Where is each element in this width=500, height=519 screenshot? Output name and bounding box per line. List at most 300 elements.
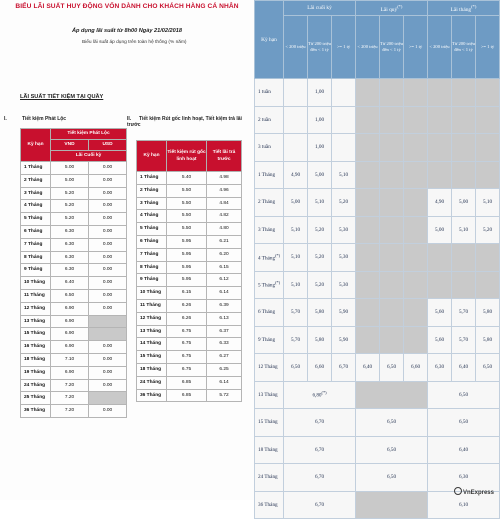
rate-cell: 6,40 (356, 354, 380, 382)
prepay-rate-cell: 6.39 (207, 299, 242, 312)
term-cell: 11 Tháng (137, 299, 167, 312)
rate-cell (356, 244, 380, 272)
table-row (21, 353, 127, 366)
usd-rate-cell: 0.00 (89, 353, 127, 366)
rate-cell: 5,00 (308, 161, 332, 189)
rate-cell (332, 106, 356, 134)
phat-loc-table (20, 128, 127, 418)
usd-rate-cell: 0.00 (89, 251, 127, 264)
rate-cell: 5,10 (332, 161, 356, 189)
rate-cell (380, 134, 404, 162)
rate-cell (380, 216, 404, 244)
table-row (21, 162, 127, 175)
t1-header-term: Kỳ hạn (21, 129, 51, 162)
table-row (21, 315, 127, 328)
rt-sub-lt200: < 200 triệu (284, 16, 308, 79)
rate-cell: 5,60 (428, 326, 452, 354)
document-note: Biểu lãi suất áp dụng trên toàn hệ thống (% năm) (82, 40, 187, 45)
end-rate-cell (284, 436, 356, 464)
term-cell (255, 244, 284, 272)
section-i-text: Tiết kiệm Phát Lộc (22, 116, 67, 122)
table-row (137, 261, 242, 274)
term-cell: 18 Tháng (21, 353, 51, 366)
table-row (137, 389, 242, 402)
rate-cell: 4,90 (284, 161, 308, 189)
rate-cell (428, 244, 452, 272)
term-cell: 6 Tháng (137, 235, 167, 248)
term-cell: 5 Tháng (137, 223, 167, 236)
table-row (137, 274, 242, 287)
rate-cell (428, 271, 452, 299)
table-row (21, 405, 127, 418)
term-label: 3 Tháng (258, 226, 276, 233)
flex-rate-cell: 6.26 (167, 299, 207, 312)
rate-cell (452, 134, 476, 162)
rate-cell: 6,40 (452, 354, 476, 382)
quarter-rate-cell (356, 491, 428, 519)
end-rate-value: 6,80 (312, 393, 322, 400)
rate-cell (404, 189, 428, 217)
usd-rate-cell: 0.00 (89, 264, 127, 277)
vnd-rate-cell: 6.90 (51, 302, 89, 315)
table-row (21, 187, 127, 200)
table-row (137, 325, 242, 338)
rate-cell: 5,10 (476, 189, 500, 217)
section-ii-label (127, 116, 254, 128)
table-row (21, 392, 127, 405)
rate-cell: 6,50 (380, 354, 404, 382)
flex-rate-cell: 6.85 (167, 389, 207, 402)
rate-cell (380, 106, 404, 134)
rate-cell: 5,00 (452, 189, 476, 217)
term-cell: 36 Tháng (137, 389, 167, 402)
prepay-rate-cell: 6.13 (207, 312, 242, 325)
rate-cell (404, 271, 428, 299)
footnote-mark: (*) (275, 280, 281, 286)
month-rate-cell: 6,10 (428, 491, 500, 519)
quarter-rate-cell: 6,50 (356, 436, 428, 464)
table-row (255, 326, 500, 354)
vnd-rate-cell: 5.20 (51, 200, 89, 213)
vnd-rate-cell: 7.20 (51, 379, 89, 392)
watermark-logo-icon (454, 487, 462, 495)
vnd-rate-cell: 6.90 (51, 315, 89, 328)
vnd-rate-cell: 6.40 (51, 277, 89, 290)
vnd-rate-cell: 6.30 (51, 264, 89, 277)
prepay-rate-cell: 6.20 (207, 248, 242, 261)
term-cell: 13 Tháng (21, 315, 51, 328)
term-cell: 15 Tháng (255, 409, 284, 437)
rate-cell (404, 134, 428, 162)
term-cell (255, 354, 284, 382)
rate-cell: 5,70 (284, 299, 308, 327)
t1-header-vnd: VND (51, 140, 89, 151)
rate-cell: 5,10 (284, 244, 308, 272)
rate-cell: 5,10 (284, 216, 308, 244)
rate-cell: 5,80 (308, 326, 332, 354)
end-rate-value: 6,70 (314, 501, 325, 508)
prepay-rate-cell: 5.72 (207, 389, 242, 402)
rate-cell: 5,20 (308, 216, 332, 244)
end-rate-value: 6,70 (314, 419, 325, 426)
rate-cell: 6,70 (332, 354, 356, 382)
end-rate-cell (284, 409, 356, 437)
term-cell: 10 Tháng (137, 287, 167, 300)
term-cell (255, 79, 284, 107)
table-row (137, 184, 242, 197)
rate-cell (284, 134, 308, 162)
rate-cell (380, 161, 404, 189)
term-cell: 13 Tháng (255, 381, 284, 409)
rate-cell (404, 79, 428, 107)
vnd-rate-cell: 6.90 (51, 328, 89, 341)
table-row (21, 213, 127, 226)
table-row (137, 338, 242, 351)
prepay-rate-cell: 6.37 (207, 325, 242, 338)
term-label: 5 Tháng (258, 283, 276, 290)
usd-rate-cell (89, 392, 127, 405)
vnd-rate-cell: 7.20 (51, 405, 89, 418)
rate-cell (356, 271, 380, 299)
term-cell: 36 Tháng (255, 491, 284, 519)
prepay-rate-cell: 6.12 (207, 274, 242, 287)
table-row (255, 436, 500, 464)
rate-cell: 5,90 (332, 326, 356, 354)
rate-cell: 5,80 (476, 326, 500, 354)
term-cell: 1 Tháng (21, 162, 51, 175)
flex-rate-cell: 5.95 (167, 274, 207, 287)
rt-header-term: Kỳ hạn (255, 1, 284, 79)
rate-cell (356, 326, 380, 354)
flex-rate-cell: 6.75 (167, 325, 207, 338)
term-cell: 13 Tháng (137, 325, 167, 338)
rate-cell: 1,00 (308, 106, 332, 134)
table-row (255, 79, 500, 107)
term-cell: 9 Tháng (21, 264, 51, 277)
rate-cell: 1,00 (308, 134, 332, 162)
term-cell: 15 Tháng (137, 351, 167, 364)
prepay-rate-cell: 4.80 (207, 223, 242, 236)
term-cell: 12 Tháng (137, 312, 167, 325)
rate-cell: 5,10 (452, 216, 476, 244)
term-label: 9 Tháng (258, 336, 276, 343)
t2-header-flex: Tiết kiệm rút gốc linh hoạt (167, 141, 207, 172)
table-row (137, 223, 242, 236)
table-row (21, 174, 127, 187)
term-cell: 12 Tháng (21, 302, 51, 315)
rate-cell (452, 271, 476, 299)
t2-header-term: Kỳ hạn (137, 141, 167, 172)
rate-cell (284, 106, 308, 134)
rate-cell (380, 271, 404, 299)
rate-cell: 5,70 (452, 326, 476, 354)
rate-cell (428, 161, 452, 189)
rate-cell (476, 161, 500, 189)
rate-cell: 5,10 (284, 271, 308, 299)
month-rate-cell: 6,50 (428, 409, 500, 437)
usd-rate-cell (89, 328, 127, 341)
rt-sub-lt200: < 200 triệu (428, 16, 452, 79)
rate-cell (404, 216, 428, 244)
footnote-mark: (*) (321, 390, 327, 396)
term-cell: 3 Tháng (21, 187, 51, 200)
prepay-rate-cell: 6.15 (207, 261, 242, 274)
prepay-rate-cell: 6.33 (207, 338, 242, 351)
usd-rate-cell: 0.00 (89, 277, 127, 290)
end-rate-cell (284, 381, 356, 409)
usd-rate-cell: 0.00 (89, 341, 127, 354)
table-row (137, 248, 242, 261)
table-row (255, 244, 500, 272)
flex-rate-cell: 6.85 (167, 376, 207, 389)
prepay-rate-cell: 6.14 (207, 376, 242, 389)
table-row (137, 312, 242, 325)
quarter-rate-cell: 6,50 (356, 464, 428, 492)
flex-rate-cell: 6.26 (167, 312, 207, 325)
term-cell: 15 Tháng (21, 328, 51, 341)
term-cell: 10 Tháng (21, 277, 51, 290)
rate-cell (476, 106, 500, 134)
term-cell: 18 Tháng (255, 436, 284, 464)
vnd-rate-cell: 6.50 (51, 289, 89, 302)
term-cell: 16 Tháng (21, 341, 51, 354)
term-cell: 1 Tháng (137, 172, 167, 185)
rt-sub-mid: Từ 200 triệu đến < 1 tỷ (452, 16, 476, 79)
rate-cell (356, 216, 380, 244)
bank-rate-table-panel (254, 0, 500, 508)
rt-header-quarter: Lãi quý(*) (356, 1, 428, 16)
end-rate-cell (284, 464, 356, 492)
term-label: 3 tuần (258, 144, 271, 151)
usd-rate-cell: 0.00 (89, 200, 127, 213)
rate-cell (380, 79, 404, 107)
t2-body (137, 172, 242, 402)
rate-cell (428, 134, 452, 162)
term-cell (255, 106, 284, 134)
vnd-rate-cell: 5.00 (51, 174, 89, 187)
usd-rate-cell: 0.00 (89, 225, 127, 238)
term-cell: 11 Tháng (21, 289, 51, 302)
table-row (255, 354, 500, 382)
usd-rate-cell: 0.00 (89, 379, 127, 392)
flex-rate-cell: 5.95 (167, 235, 207, 248)
rate-cell (428, 79, 452, 107)
t1-header-group: Tiết kiệm Phát Lộc (51, 129, 127, 140)
rate-cell: 6,60 (308, 354, 332, 382)
term-label: 1 Tháng (258, 171, 276, 178)
flex-rate-cell: 6.75 (167, 338, 207, 351)
rate-cell (404, 106, 428, 134)
table-row (255, 216, 500, 244)
rate-cell (356, 299, 380, 327)
usd-rate-cell (89, 315, 127, 328)
month-rate-cell: 6,40 (428, 436, 500, 464)
term-cell: 18 Tháng (137, 363, 167, 376)
term-cell: 4 Tháng (137, 210, 167, 223)
flex-rate-cell: 6.75 (167, 363, 207, 376)
table-row (137, 363, 242, 376)
rate-cell: 5,00 (284, 189, 308, 217)
bank-rate-table (254, 0, 500, 519)
rate-cell (356, 106, 380, 134)
vnd-rate-cell: 6.30 (51, 225, 89, 238)
table-row (137, 197, 242, 210)
flex-rate-cell: 5.40 (167, 172, 207, 185)
rt-header-end: Lãi cuối kỳ (284, 1, 356, 16)
term-cell: 2 Tháng (137, 184, 167, 197)
rt-sub-ge1: >= 1 tỷ (476, 16, 500, 79)
rate-cell (356, 189, 380, 217)
vnd-rate-cell: 6.90 (51, 341, 89, 354)
quarter-rate-cell: 6,50 (356, 409, 428, 437)
rate-cell (452, 106, 476, 134)
table-row (21, 264, 127, 277)
rt-body (255, 79, 500, 519)
month-rate-cell: 6,50 (428, 381, 500, 409)
flex-rate-cell: 6.75 (167, 351, 207, 364)
table-row (137, 351, 242, 364)
rate-cell (476, 79, 500, 107)
rate-cell (284, 79, 308, 107)
end-rate-value: 6,70 (314, 474, 325, 481)
table-row (255, 381, 500, 409)
rate-cell (428, 106, 452, 134)
t2-header-prepay: Tiết lãi trả trước (207, 141, 242, 172)
rt-sub-ge1: >= 1 tỷ (404, 16, 428, 79)
term-cell: 3 Tháng (137, 197, 167, 210)
term-cell (255, 271, 284, 299)
term-cell (255, 189, 284, 217)
term-cell: 6 Tháng (21, 225, 51, 238)
t1-body (21, 162, 127, 418)
term-label: 1 tuần (258, 89, 271, 96)
vnd-rate-cell: 6.90 (51, 366, 89, 379)
prepay-rate-cell: 6.14 (207, 287, 242, 300)
rt-sub-mid: Từ 200 triệu đến < 1 tỷ (380, 16, 404, 79)
flex-rate-cell: 5.95 (167, 261, 207, 274)
table-row (21, 225, 127, 238)
document-title: BIỂU LÃI SUẤT HUY ĐỘNG VỐN DÀNH CHO KHÁCH HÀNG CÁ NHÂN (15, 3, 239, 10)
table-row (255, 189, 500, 217)
table-row (137, 376, 242, 389)
vnd-rate-cell: 5.00 (51, 162, 89, 175)
flex-rate-cell: 5.50 (167, 223, 207, 236)
table-row (137, 299, 242, 312)
usd-rate-cell: 0.00 (89, 366, 127, 379)
table-row (255, 299, 500, 327)
rate-cell: 5,20 (476, 216, 500, 244)
term-cell: 14 Tháng (137, 338, 167, 351)
rate-cell (380, 244, 404, 272)
table-row (137, 287, 242, 300)
rt-sub-lt200: < 200 triệu (356, 16, 380, 79)
rate-cell (404, 161, 428, 189)
table-row (21, 302, 127, 315)
usd-rate-cell: 0.00 (89, 302, 127, 315)
rate-cell: 5,10 (308, 189, 332, 217)
term-label: 6 Tháng (258, 309, 276, 316)
flexible-savings-table (136, 140, 242, 402)
footnote-mark: (*) (275, 252, 281, 258)
term-cell: 5 Tháng (21, 213, 51, 226)
rate-cell (404, 326, 428, 354)
vnd-rate-cell: 5.20 (51, 213, 89, 226)
usd-rate-cell: 0.00 (89, 289, 127, 302)
term-cell (255, 216, 284, 244)
rate-cell (476, 271, 500, 299)
term-cell (255, 134, 284, 162)
rt-sub-mid: Từ 200 triệu đến < 1 tỷ (308, 16, 332, 79)
term-cell: 4 Tháng (21, 200, 51, 213)
rate-cell: 6,50 (476, 354, 500, 382)
rt-header-month: Lãi tháng(*) (428, 1, 500, 16)
term-cell (255, 299, 284, 327)
end-rate-cell (284, 491, 356, 519)
term-cell (255, 161, 284, 189)
usd-rate-cell: 0.00 (89, 187, 127, 200)
rate-cell: 6,50 (284, 354, 308, 382)
table-row (255, 409, 500, 437)
rate-cell: 5,60 (428, 299, 452, 327)
rate-cell: 4,90 (428, 189, 452, 217)
rate-cell: 5,70 (452, 299, 476, 327)
prepay-rate-cell: 6.27 (207, 351, 242, 364)
table-row (21, 379, 127, 392)
vnd-rate-cell: 6.30 (51, 251, 89, 264)
prepay-rate-cell: 4.96 (207, 184, 242, 197)
table-row (137, 235, 242, 248)
table-row (255, 161, 500, 189)
section-i-label (4, 116, 66, 122)
term-cell: 24 Tháng (137, 376, 167, 389)
term-cell: 7 Tháng (21, 238, 51, 251)
rate-cell (476, 244, 500, 272)
flex-rate-cell: 6.15 (167, 287, 207, 300)
quarter-rate-cell (356, 381, 428, 409)
vnd-rate-cell: 7.10 (51, 353, 89, 366)
usd-rate-cell: 0.00 (89, 238, 127, 251)
section-ii-number: II. (127, 116, 132, 122)
rate-cell: 5,20 (308, 271, 332, 299)
rate-cell (404, 299, 428, 327)
end-rate-value: 6,70 (314, 446, 325, 453)
rate-cell (356, 161, 380, 189)
term-cell: 2 Tháng (21, 174, 51, 187)
term-cell: 25 Tháng (21, 392, 51, 405)
term-label: 2 tuần (258, 116, 271, 123)
usd-rate-cell: 0.00 (89, 405, 127, 418)
table-row (255, 106, 500, 134)
rate-cell: 5,30 (332, 244, 356, 272)
flex-rate-cell: 5.50 (167, 197, 207, 210)
rate-cell (356, 79, 380, 107)
vnd-rate-cell: 6.30 (51, 238, 89, 251)
section-i-number: I. (4, 116, 7, 122)
table-row (21, 328, 127, 341)
rate-cell (332, 79, 356, 107)
rate-cell: 5,90 (332, 299, 356, 327)
t1-header-usd: USD (89, 140, 127, 151)
table-row (21, 289, 127, 302)
table-row (21, 251, 127, 264)
vnd-rate-cell: 7.20 (51, 392, 89, 405)
term-label: 2 Tháng (258, 199, 276, 206)
prepay-rate-cell: 6.21 (207, 235, 242, 248)
rate-cell: 5,70 (284, 326, 308, 354)
table-row (21, 341, 127, 354)
term-cell: 24 Tháng (255, 464, 284, 492)
term-cell: 36 Tháng (21, 405, 51, 418)
